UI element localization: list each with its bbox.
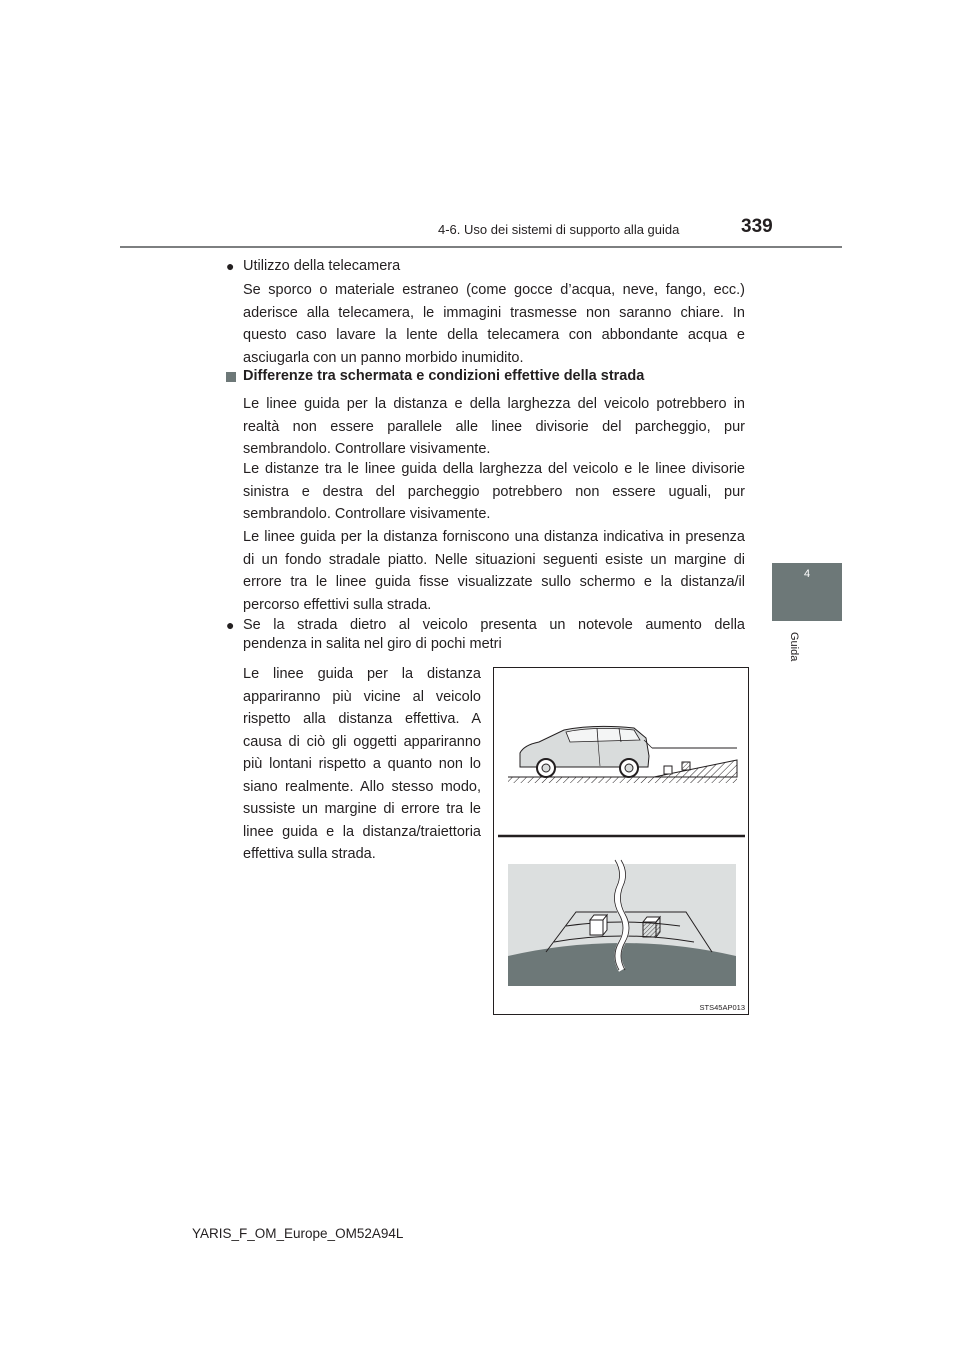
header-rule	[120, 246, 842, 248]
paragraph-guidelines-flat-road: Le linee guida per la distanza forniscono una distanza indicativa in presenza di un fondo stradale piatto. Nelle situazioni seguenti esiste un margine di errore tra le linee guida fisse visualizzate sullo schermo e la distanza/il percorso effettivi sulla strada.	[243, 529, 745, 613]
figure-uphill-illustration	[493, 667, 749, 1015]
bullet-dot-icon: ●	[226, 617, 235, 633]
paragraph-guidelines-parallel: Le linee guida per la distanza e della larghezza del veicolo potrebbero in realtà non essere parallele alle linee divisorie del parcheggio, pur sembrandolo. Controllare visivamente.	[243, 396, 745, 457]
paragraph-guidelines-distance: Le distanze tra le linee guida della larghezza del veicolo e le linee divisorie sinistra e destra del parcheggio potrebbero non essere uguali, pur sembrandolo. Controllare visivamente.	[243, 461, 745, 522]
chapter-tab-label: Guida	[788, 632, 800, 662]
paragraph-uphill-effect: Le linee guida per la distanza appariranno più vicine al veicolo rispetto alla distanza effettiva. A causa di ciò gli oggetti appariranno più lontani rispetto a quanto non lo siano realmente. Allo stesso modo, sussiste un margine di errore tra le linee guida e la distanza/traiettoria effettiva sulla strada.	[243, 666, 481, 862]
chapter-tab	[772, 563, 842, 621]
page-number: 339	[741, 216, 773, 237]
square-bullet-icon	[226, 372, 236, 382]
camera-screen-view	[508, 860, 736, 986]
paragraph-camera-dirt: Se sporco o materiale estraneo (come gocce d’acqua, neve, fango, ecc.) aderisce alla telecamera, le immagini trasmesse non saranno chiare. In questo caso lavare la lente della telecamera con abbondante acqua e asciugarla con un panno morbido inumidito.	[243, 282, 745, 366]
footer-document-id: YARIS_F_OM_Europe_OM52A94L	[192, 1226, 404, 1241]
bullet-dot-icon: ●	[226, 258, 235, 274]
chapter-tab-number: 4	[803, 568, 811, 580]
bullet-title: Utilizzo della telecamera	[243, 258, 401, 274]
figure-code: STS45AP013	[699, 1003, 745, 1012]
side-view-scene	[508, 726, 737, 783]
header-section-title: 4-6. Uso dei sistemi di supporto alla guida	[438, 222, 680, 237]
bullet-title-line2: pendenza in salita nel giro di pochi metri	[243, 636, 502, 652]
bullet-title-line1: Se la strada dietro al veicolo presenta un notevole aumento della	[243, 617, 745, 633]
subsection-heading: Differenze tra schermata e condizioni effettive della strada	[243, 368, 645, 384]
figure-drawing	[494, 668, 750, 1016]
